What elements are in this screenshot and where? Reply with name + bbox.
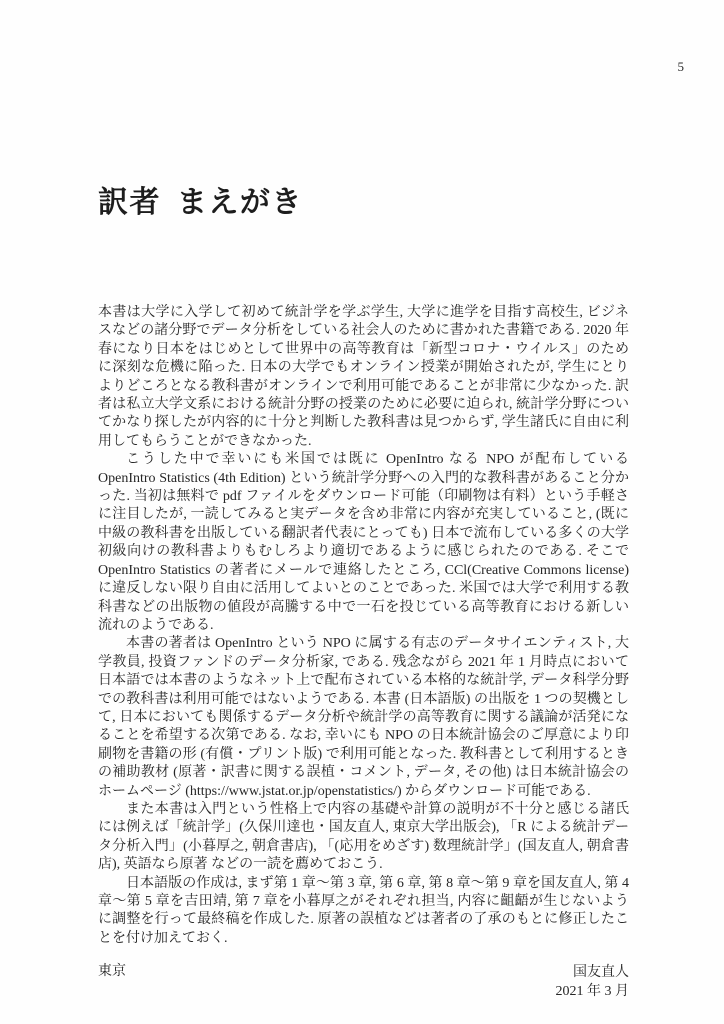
paragraph: 本書の著者は OpenIntro という NPO に属する有志のデータサイエンティスト, 大学教員, 投資ファンドのデータ分析家, である. 残念ながら 2021 年 1 月時点において日本語では本書のようなネット上で配布されている本格的な統計学, データ科学分野での教科書は利用可能ではないようである. 本書 (日本語版) の出版を 1 つの契機として, 日本においても関係するデータ分析や統計学の高等教育に関する議論が活発になることを希望する次第である. なお, 幸いにも NPO の日本統計協会のご厚意により印刷物を書籍の形 (有償・プリント版) で利用可能となった. 教科書として利用するときの補助教材 (原著・訳書に関する誤植・コメント, データ, その他) は日本統計協会のホームページ (https://www.jstat.or.jp/openstatistics/) からダウンロード可能である. <box>98 636 629 799</box>
paragraph: 本書は大学に入学して初めて統計学を学ぶ学生, 大学に進学を目指す高校生, ビジネスなどの諸分野でデータ分析をしている社会人のために書かれた書籍である. 2020 年春になり日本をはじめとして世界中の高等教育は「新型コロナ・ウイルス」のために深刻な危機に陥った. 日本の大学でもオンライン授業が開始されたが, 学生にとりよりどころとなる教科書がオンラインで利用可能であることが非常に少なかった. 訳者は私立大学文系における統計分野の授業のために必要に迫られ, 統計学分野についてかなり探したが内容的に十分と判断した教科書は見つからず, 学生諸氏に自由に利用してもらうことができなかった. <box>98 305 629 449</box>
preface-title: 訳者 まえがき <box>98 186 303 219</box>
paragraph: また本書は入門という性格上で内容の基礎や計算の説明が不十分と感じる諸氏には例えば「統計学」(久保川達也・国友直人, 東京大学出版会), 「R による統計データ分析入門」(小暮厚之, 朝倉書店), 「(応用をめざす) 数理統計学」(国友直人, 朝倉書店), 英語なら原著 などの一読を薦めておこう. <box>98 801 629 873</box>
signature-right <box>556 963 630 1001</box>
signature-place: 東京 <box>98 964 126 980</box>
signature-block <box>98 963 629 1001</box>
signature-date: 2021 年 3 月 <box>555 984 629 1000</box>
preface-body <box>98 304 629 1001</box>
signature-name: 国友直人 <box>573 965 629 981</box>
paragraph: 日本語版の作成は, まず第 1 章〜第 3 章, 第 6 章, 第 8 章〜第 9 章を国友直人, 第 4 章〜第 5 章を吉田靖, 第 7 章を小暮厚之がそれぞれ担当, 内容に齟齬が生じないように調整を行って最終稿を作成した. 原著の誤植などは著者の了承のもとに修正したことを付け加えておく. <box>98 875 629 946</box>
page-number: 5 <box>677 59 684 74</box>
paragraph: こうした中で幸いにも米国では既に OpenIntro なる NPO が配布している OpenIntro Statistics (4th Edition) という統計学分野への入門的な教科書があること分かった. 当初は無料で pdf ファイルをダウンロード可能（印刷物は有料）という手軽さに注目したが, 一読してみると実データを含め非常に内容が充実していること, (既に中級の教科書を出版している翻訳者代表にとっても) 日本で流布している多くの大学初級向けの教科書よりもむしろより適切であるように感じられたのである. そこで OpenIntro Statistics の著者にメールで連絡したところ, CCl(Creative Commons license) に違反しない限り自由に活用してよいとのことであった. 米国では大学で利用する教科書などの出版物の値段が高騰する中で一石を投じている高等教育における新しい流れのようである. <box>98 452 629 633</box>
